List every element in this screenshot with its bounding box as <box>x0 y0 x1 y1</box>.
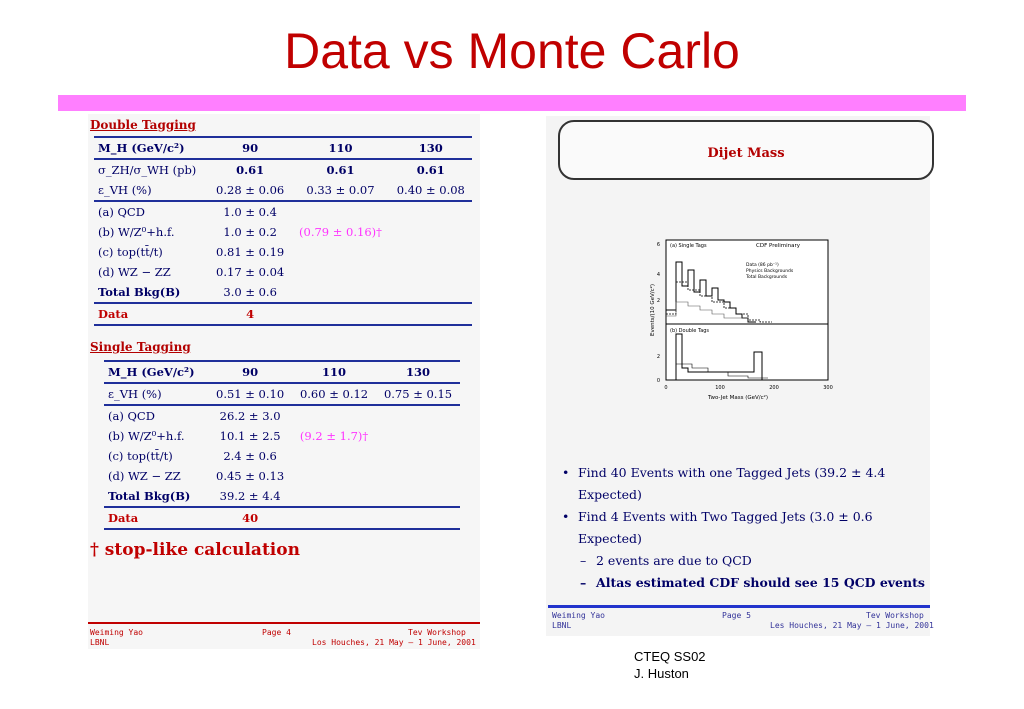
table-cell <box>390 282 472 303</box>
table-cell <box>376 426 460 446</box>
row-label: (c) top(tt̄/t) <box>98 245 163 259</box>
left-footer-venue: Los Houches, 21 May – 1 June, 2001 <box>312 638 476 647</box>
table-cell <box>376 405 460 426</box>
table-cell: 3.0 ± 0.6 <box>209 282 291 303</box>
table-header-row <box>104 361 460 383</box>
panel-b-label: (b) Double Tags <box>670 328 710 334</box>
table-cell: 0.28 ± 0.06 <box>209 180 291 201</box>
right-footer-org: LBNL <box>552 621 572 630</box>
left-footer-org: LBNL <box>90 638 110 647</box>
row-label: ε_VH (%) <box>104 383 208 405</box>
table-cell: 0.60 ± 0.12 <box>292 383 376 405</box>
left-footer-rule <box>88 622 480 624</box>
header-cell: 130 <box>390 137 472 159</box>
legend-data: Data (86 pb⁻¹) <box>746 263 779 268</box>
table-cell: 0.51 ± 0.10 <box>208 383 292 405</box>
table-cell <box>390 262 472 282</box>
header-cell: M_H (GeV/c²) <box>94 137 209 159</box>
table-row <box>104 486 460 507</box>
right-footer-author: Weiming Yao <box>552 611 605 620</box>
table-cell <box>390 242 472 262</box>
table-cell <box>291 282 389 303</box>
data-label: Data <box>94 303 209 325</box>
table-cell <box>376 446 460 466</box>
panel-a-label: (a) Single Tags <box>670 243 707 249</box>
table-row <box>104 426 460 446</box>
single-tagging-table <box>104 360 460 530</box>
bullet-single-tag-events: • Find 40 Events with one Tagged Jets (39.2 ± 4.4 Expected) <box>562 462 932 506</box>
slide-title: Data vs Monte Carlo <box>284 23 740 79</box>
single-tagging-heading: Single Tagging <box>90 340 191 354</box>
credit-author: J. Huston <box>634 666 689 681</box>
x-tick-label: 200 <box>769 385 779 391</box>
right-footer-rule <box>548 605 930 608</box>
table-row <box>94 262 472 282</box>
double-tagging-heading: Double Tagging <box>90 118 196 132</box>
table-row <box>94 222 472 242</box>
table-row <box>104 383 460 405</box>
row-label: (c) top(tt̄/t) <box>108 449 173 463</box>
subbullet-atlas-estimate: – Altas estimated CDF should see 15 QCD events <box>562 572 932 594</box>
row-label: ε_VH (%) <box>94 180 209 201</box>
table-cell: 1.0 ± 0.4 <box>223 205 277 219</box>
table-cell <box>291 242 389 262</box>
table-row <box>104 446 460 466</box>
y-tick-label: 2 <box>656 354 660 360</box>
header-cell: 90 <box>208 361 292 383</box>
table-cell: 39.2 ± 4.4 <box>208 486 292 507</box>
data-label: Data <box>104 507 208 529</box>
table-cell <box>376 486 460 507</box>
table-cell <box>291 262 389 282</box>
header-cell: 130 <box>376 361 460 383</box>
dijet-mass-plot <box>648 236 836 406</box>
table-cell <box>292 405 376 426</box>
credit-course: CTEQ SS02 <box>634 649 706 664</box>
table-cell: 26.2 ± 3.0 <box>219 409 281 423</box>
double-tagging-table <box>94 136 472 326</box>
header-cell: M_H (GeV/c²) <box>104 361 208 383</box>
y-tick-label: 2 <box>656 298 660 304</box>
title-underline-bar <box>58 95 966 111</box>
row-label: (b) W/Z⁰+h.f. <box>98 225 175 239</box>
row-label: (a) QCD <box>108 409 155 423</box>
table-cell: (9.2 ± 1.7)† <box>299 429 369 443</box>
right-footer-event: Tev Workshop <box>866 611 924 620</box>
data-row <box>104 507 460 529</box>
row-label: σ_ZH/σ_WH (pb) <box>98 163 197 177</box>
header-cell: 110 <box>292 361 376 383</box>
header-cell: 110 <box>291 137 389 159</box>
table-cell <box>292 486 376 507</box>
table-cell <box>376 466 460 486</box>
table-cell: 1.0 ± 0.2 <box>223 225 277 239</box>
left-footer-event: Tev Workshop <box>408 628 466 637</box>
table-cell: 0.75 ± 0.15 <box>376 383 460 405</box>
table-row <box>104 405 460 426</box>
bullet-double-tag-events: • Find 4 Events with Two Tagged Jets (3.0 ± 0.6 Expected) <box>562 506 932 550</box>
y-tick-label: 4 <box>656 272 660 278</box>
table-cell: (0.79 ± 0.16)† <box>299 225 382 239</box>
x-tick-label: 100 <box>715 385 725 391</box>
dijet-mass-title-box <box>558 120 934 180</box>
data-value: 4 <box>209 303 291 325</box>
table-cell <box>390 222 472 242</box>
right-footer-page: Page 5 <box>722 611 751 620</box>
table-cell: 0.17 ± 0.04 <box>216 265 285 279</box>
cdf-preliminary-label: CDF Preliminary <box>756 243 801 249</box>
table-cell <box>292 446 376 466</box>
x-tick-label: 0 <box>664 385 668 391</box>
slide-credit <box>634 648 706 682</box>
y-tick-label: 0 <box>656 378 660 384</box>
legend-total-backgrounds: Total Backgrounds <box>746 275 788 280</box>
legend-physics-backgrounds: Physics Backgrounds <box>746 269 794 274</box>
table-cell: 0.61 <box>326 163 355 177</box>
row-label: (d) WZ − ZZ <box>98 265 171 279</box>
table-cell: 0.45 ± 0.13 <box>216 469 285 483</box>
table-cell <box>291 201 389 222</box>
table-cell <box>390 201 472 222</box>
data-row <box>94 303 472 325</box>
table-cell <box>292 466 376 486</box>
table-cell: 0.81 ± 0.19 <box>216 245 285 259</box>
row-label: Total Bkg(B) <box>94 282 209 303</box>
table-row <box>94 282 472 303</box>
row-label: Total Bkg(B) <box>104 486 208 507</box>
header-cell: 90 <box>209 137 291 159</box>
table-cell: 2.4 ± 0.6 <box>223 449 277 463</box>
table-cell: 0.40 ± 0.08 <box>390 180 472 201</box>
right-footer-venue: Les Houches, 21 May – 1 June, 2001 <box>770 621 934 630</box>
y-axis-label: Events/(10 GeV/c²) <box>650 283 656 337</box>
footnote-stop-like: † stop-like calculation <box>90 540 300 560</box>
subbullet-qcd-events: – 2 events are due to QCD <box>562 550 932 572</box>
table-row <box>104 466 460 486</box>
dijet-mass-title: Dijet Mass <box>707 146 785 161</box>
row-label: (a) QCD <box>98 205 145 219</box>
x-tick-label: 300 <box>823 385 833 391</box>
findings-list <box>562 462 932 594</box>
table-row <box>94 201 472 222</box>
table-row <box>94 159 472 180</box>
table-cell: 0.61 <box>416 163 445 177</box>
table-cell: 0.61 <box>236 163 265 177</box>
table-header-row <box>94 137 472 159</box>
plot-frame <box>666 240 828 380</box>
table-cell: 0.33 ± 0.07 <box>291 180 389 201</box>
row-label: (d) WZ − ZZ <box>108 469 181 483</box>
table-cell: 10.1 ± 2.5 <box>219 429 281 443</box>
x-axis-label: Two-Jet Mass (GeV/c²) <box>708 395 768 401</box>
table-row <box>94 242 472 262</box>
y-tick-label: 6 <box>656 242 660 248</box>
left-footer-page: Page 4 <box>262 628 291 637</box>
table-row <box>94 180 472 201</box>
row-label: (b) W/Z⁰+h.f. <box>108 429 185 443</box>
data-value: 40 <box>208 507 292 529</box>
left-footer-author: Weiming Yao <box>90 628 143 637</box>
